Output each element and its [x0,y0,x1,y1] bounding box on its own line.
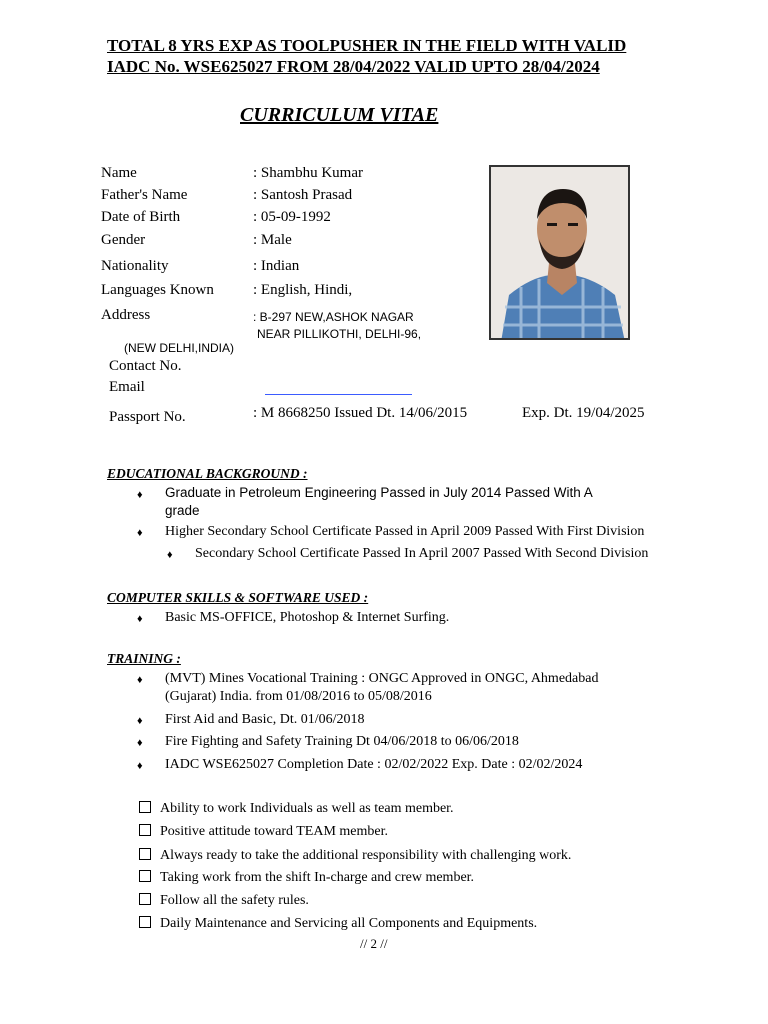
checkbox-icon [139,893,151,905]
checkbox-icon [139,916,151,928]
education-item: Secondary School Certificate Passed In April 2007 Passed With Second Division [195,546,649,561]
strength-item: Always ready to take the additional responsibility with challenging work. [139,848,571,864]
nationality-label: Nationality [101,258,169,274]
computer-item: Basic MS-OFFICE, Photoshop & Internet Surfing. [165,610,450,625]
gender-label: Gender [101,232,146,248]
address-line-3: (NEW DELHI,INDIA) [124,341,235,355]
bullet-icon: ♦ [167,549,173,561]
strength-item: Positive attitude toward TEAM member. [139,824,388,840]
training-item: First Aid and Basic, Dt. 01/06/2018 [165,712,365,727]
education-item: Graduate in Petroleum Engineering Passed in July 2014 Passed With A [165,485,593,500]
languages-value: : English, Hindi, [253,282,353,298]
bullet-icon: ♦ [137,527,143,539]
dob-value: : 05-09-1992 [253,209,331,225]
checkbox-icon [139,824,151,836]
bullet-icon: ♦ [137,737,143,749]
strength-item: Follow all the safety rules. [139,893,309,909]
passport-label: Passport No. [109,409,186,425]
education-item-cont: grade [165,503,200,518]
bullet-icon: ♦ [137,489,143,501]
contact-label: Contact No. [109,358,182,374]
education-item: Higher Secondary School Certificate Passed in April 2009 Passed With First Division [165,524,645,539]
languages-label: Languages Known [101,282,214,298]
email-link-underline[interactable] [265,394,412,395]
father-value: : Santosh Prasad [253,187,353,203]
gender-value: : Male [253,232,292,248]
profile-photo [489,165,630,340]
education-heading: EDUCATIONAL BACKGROUND : [107,466,308,481]
training-item: IADC WSE625027 Completion Date : 02/02/2022 Exp. Date : 02/02/2024 [165,757,583,772]
name-value: : Shambhu Kumar [253,165,363,181]
passport-expiry: Exp. Dt. 19/04/2025 [522,405,645,421]
address-line-1: : B-297 NEW,ASHOK NAGAR [253,310,414,324]
address-label: Address [101,307,151,323]
header-line-2: IADC No. WSE625027 FROM 28/04/2022 VALID UPTO 28/04/2024 [107,57,600,76]
checkbox-icon [139,870,151,882]
bullet-icon: ♦ [137,613,143,625]
strength-item: Daily Maintenance and Servicing all Components and Equipments. [139,916,537,932]
training-item: Fire Fighting and Safety Training Dt 04/06/2018 to 06/06/2018 [165,734,519,749]
training-item: (MVT) Mines Vocational Training : ONGC Approved in ONGC, Ahmedabad [165,671,599,686]
checkbox-icon [139,848,151,860]
bullet-icon: ♦ [137,674,143,686]
page-title: CURRICULUM VITAE [240,104,439,126]
name-label: Name [101,165,137,181]
strength-item: Ability to work Individuals as well as team member. [139,801,454,817]
bullet-icon: ♦ [137,760,143,772]
father-label: Father's Name [101,187,188,203]
training-item-cont: (Gujarat) India. from 01/08/2016 to 05/08/2016 [165,689,432,704]
header-line-1: TOTAL 8 YRS EXP AS TOOLPUSHER IN THE FIELD WITH VALID [107,36,627,55]
dob-label: Date of Birth [101,209,181,225]
computer-heading: COMPUTER SKILLS & SOFTWARE USED : [107,590,369,605]
page-number: // 2 // [360,936,388,951]
address-line-2: NEAR PILLIKOTHI, DELHI-96, [257,327,422,341]
nationality-value: : Indian [253,258,300,274]
training-heading: TRAINING : [107,651,181,666]
strength-item: Taking work from the shift In-charge and crew member. [139,870,474,886]
passport-value: : M 8668250 Issued Dt. 14/06/2015 [253,405,468,421]
bullet-icon: ♦ [137,715,143,727]
email-label: Email [109,379,145,395]
checkbox-icon [139,801,151,813]
